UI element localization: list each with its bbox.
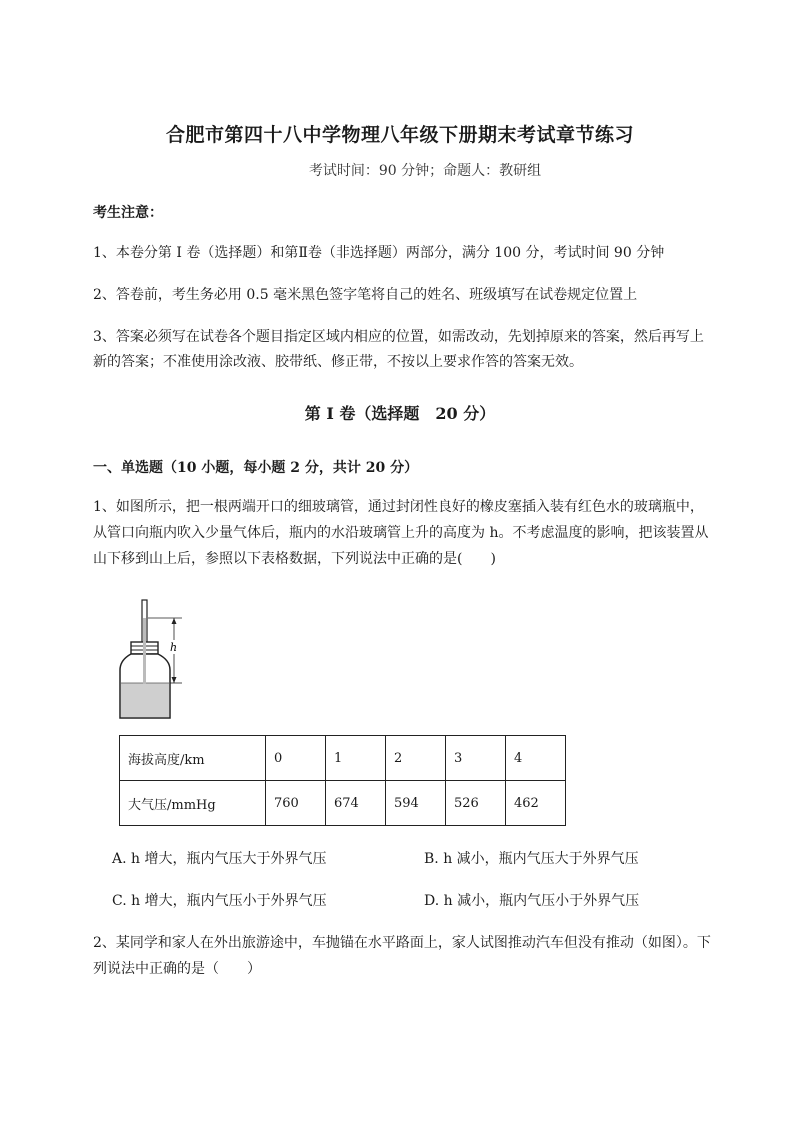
bottle-figure — [112, 598, 192, 722]
altitude-pressure-table — [119, 735, 566, 826]
exam-info: 考试时间：90 分钟；命题人：教研组 — [308, 163, 542, 179]
table-row — [120, 736, 566, 781]
table-cell: 594 — [386, 781, 446, 826]
height-label: h — [170, 641, 178, 654]
table-cell: 674 — [326, 781, 386, 826]
table-cell: 1 — [326, 736, 386, 781]
table-cell: 3 — [446, 736, 506, 781]
section-title: 第 I 卷（选择题 20 分） — [304, 404, 496, 423]
notice-item-1: 1、本卷分第 I 卷（选择题）和第Ⅱ卷（非选择题）两部分，满分 100 分，考试时间 90 分钟 — [93, 245, 665, 261]
question-2-stem: 2、某同学和家人在外出旅游途中，车抛锚在水平路面上，家人试图推动汽车但没有推动（如图）。下列说法中正确的是（ ） — [93, 935, 711, 977]
table-cell: 大气压/mmHg — [120, 781, 266, 826]
notice-item-3: 3、答案必须写在试卷各个题目指定区域内相应的位置，如需改动，先划掉原来的答案，然后再写上新的答案；不准使用涂改液、胶带纸、修正带，不按以上要求作答的答案无效。 — [93, 329, 704, 370]
table-cell: 760 — [266, 781, 326, 826]
table-cell: 4 — [506, 736, 566, 781]
option-d[interactable]: D. h 减小，瓶内气压小于外界气压 — [424, 893, 640, 909]
table-cell: 2 — [386, 736, 446, 781]
option-b[interactable]: B. h 减小，瓶内气压大于外界气压 — [424, 851, 639, 867]
table-cell: 海拔高度/km — [120, 736, 266, 781]
table-cell: 0 — [266, 736, 326, 781]
page-title: 合肥市第四十八中学物理八年级下册期末考试章节练习 — [165, 124, 634, 146]
table-cell: 526 — [446, 781, 506, 826]
table-cell: 462 — [506, 781, 566, 826]
notice-heading: 考生注意： — [93, 205, 163, 221]
option-c[interactable]: C. h 增大，瓶内气压小于外界气压 — [112, 893, 327, 909]
table-row — [120, 781, 566, 826]
question-group-heading: 一、单选题（10 小题，每小题 2 分，共计 20 分） — [93, 460, 419, 476]
question-1-stem: 1、如图所示，把一根两端开口的细玻璃管，通过封闭性良好的橡皮塞插入装有红色水的玻璃瓶中，从管口向瓶内吹入少量气体后，瓶内的水沿玻璃管上升的高度为 h。不考虑温度的影响，把该装置从山下移到山上后，参照以下表格数据，下列说法中正确的是( ) — [93, 499, 709, 567]
option-a[interactable]: A. h 增大，瓶内气压大于外界气压 — [112, 851, 327, 867]
notice-item-2: 2、答卷前，考生务必用 0.5 毫米黑色签字笔将自己的姓名、班级填写在试卷规定位置上 — [93, 287, 638, 303]
